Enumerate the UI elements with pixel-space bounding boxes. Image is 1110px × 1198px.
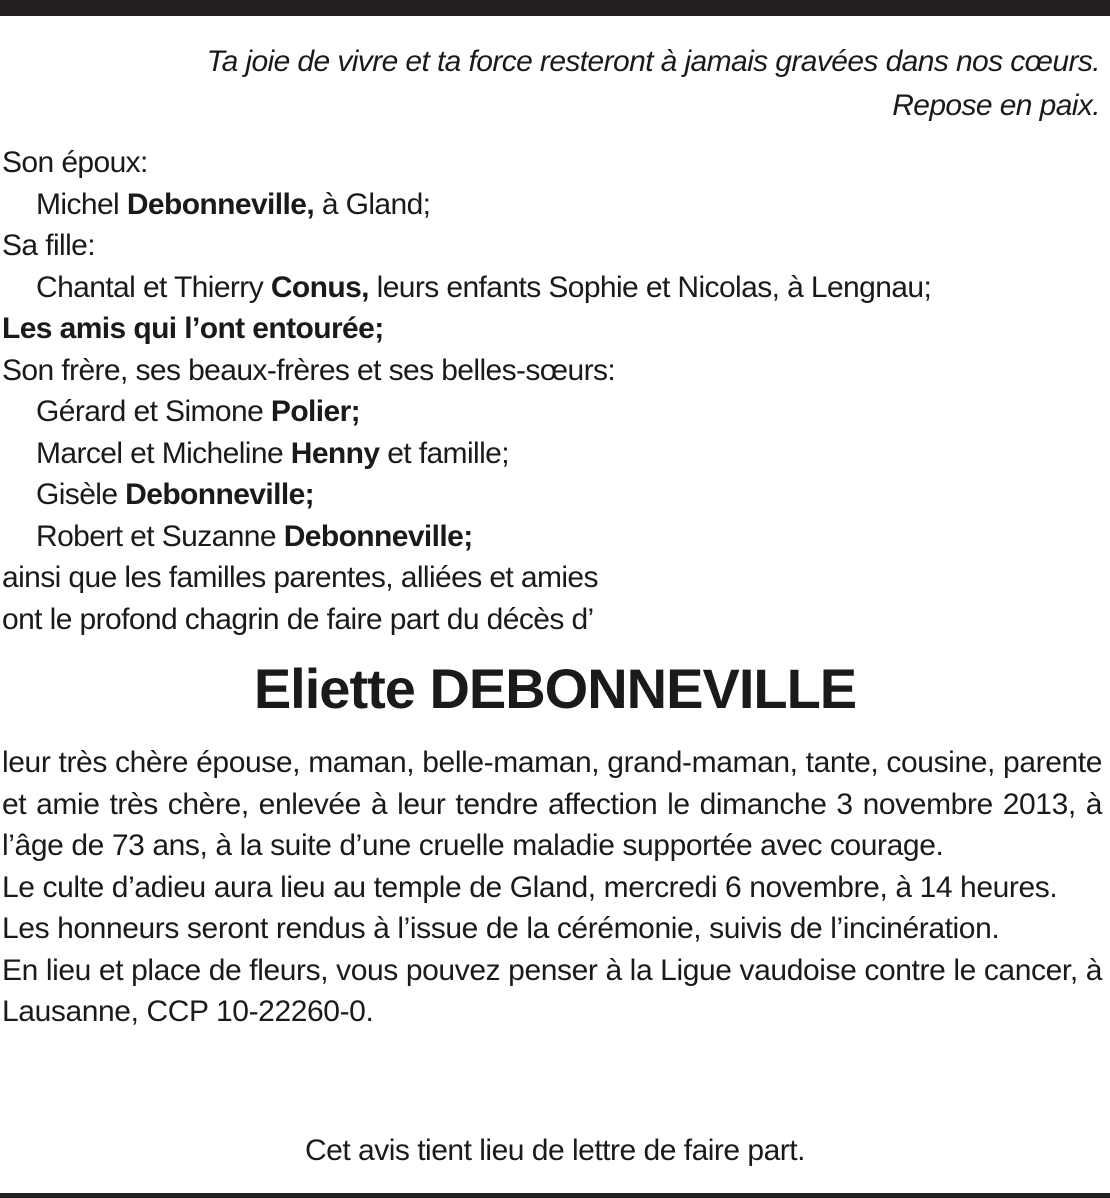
text: et famille; (379, 436, 509, 470)
surname: Conus, (270, 270, 369, 304)
text: Marcel et Micheline (36, 436, 291, 470)
obituary-body (2, 742, 1102, 1033)
deceased-name: Eliette DEBONNEVILLE (253, 657, 857, 720)
family-line (2, 391, 931, 433)
text: Chantal et Thierry (36, 270, 271, 304)
surname: Debonneville; (283, 519, 473, 553)
top-border-bar (0, 0, 1110, 16)
body-paragraph: En lieu et place de fleurs, vous pouvez penser à la Ligue vaudoise contre le cancer, à Lausanne, CCP 10-22260-0. (2, 953, 1102, 1028)
family-line (2, 557, 931, 599)
body-paragraph: leur très chère épouse, maman, belle-maman, grand-maman, tante, cousine, parente et amie très chère, enlevée à leur tendre affection le dimanche 3 novembre 2013, à l’âge de 73 ans, à la suite d’une cruelle maladie supportée avec courage. (2, 746, 1102, 862)
family-line (2, 267, 931, 309)
text: Son frère, ses beaux-frères et ses belles-sœurs: (2, 353, 616, 387)
bottom-border-bar (0, 1193, 1110, 1198)
family-line (2, 599, 931, 641)
text: Son époux: (2, 146, 148, 179)
family-list (2, 142, 931, 640)
family-line (2, 142, 931, 184)
text: leurs enfants Sophie et Nicolas, à Lengnau; (368, 270, 932, 304)
family-line (2, 225, 931, 267)
family-line (2, 350, 931, 392)
body-paragraph: Les honneurs seront rendus à l’issue de la cérémonie, suivis de l’incinération. (2, 912, 1000, 945)
surname: Henny (290, 436, 380, 470)
epigraph-quote (207, 40, 1100, 128)
text: Gisèle (36, 478, 126, 511)
quote-line: Ta joie de vivre et ta force resteront à jamais gravées dans nos cœurs. (206, 45, 1100, 78)
body-paragraph: Le culte d’adieu aura lieu au temple de Gland, mercredi 6 novembre, à 14 heures. (2, 870, 1058, 904)
text: ainsi que les familles parentes, alliées et amies (2, 561, 598, 594)
surname: Polier; (270, 395, 361, 428)
text: Sa fille: (2, 229, 95, 262)
quote-line: Repose en paix. (892, 89, 1100, 122)
text: Michel (36, 187, 127, 221)
friends-heading: Les amis qui l’ont entourée; (2, 312, 384, 345)
text: Robert et Suzanne (36, 519, 284, 553)
text: Gérard et Simone (36, 395, 271, 428)
text: ont le profond chagrin de faire part du décès d’ (2, 602, 594, 636)
closing-note: Cet avis tient lieu de lettre de faire part. (305, 1134, 805, 1167)
surname: Debonneville; (125, 478, 315, 511)
surname: Debonneville, (126, 187, 315, 221)
text: à Gland; (314, 187, 431, 221)
family-line (2, 516, 931, 558)
family-line (2, 308, 931, 350)
family-line (2, 433, 931, 475)
family-line (2, 474, 931, 516)
family-line (2, 184, 931, 226)
